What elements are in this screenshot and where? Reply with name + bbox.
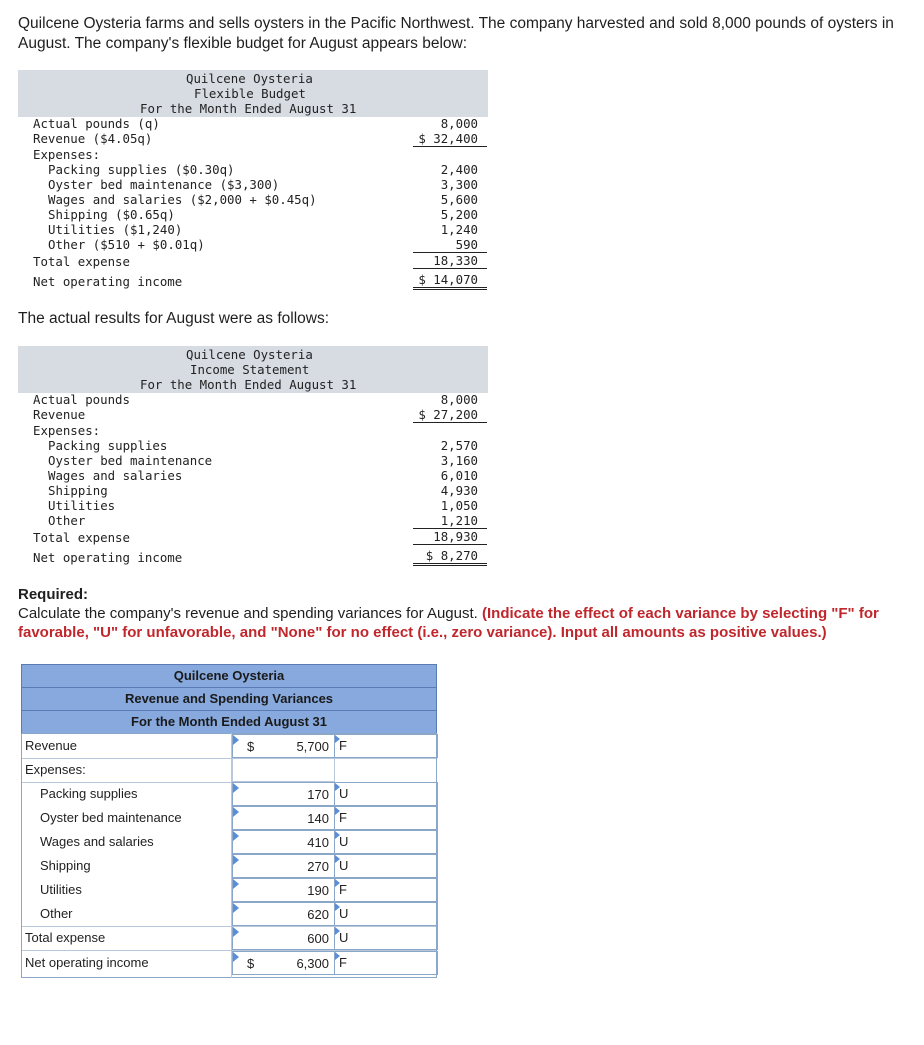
effect-value: F [339,882,347,897]
total-expense-label: Total expense [33,530,130,545]
revenue-effect-select[interactable] [334,734,438,758]
variance-value: 270 [307,859,329,874]
net-operating-income-label: Net operating income [33,274,183,289]
expense-value: 5,200 [440,207,478,222]
revenue-label: Revenue ($4.05q) [33,131,153,146]
required-instruction: (Indicate the effect of each variance by selecting "F" for favorable, "U" for unfavorable, and "None" for no effect (i.e., zero variance). Input all amounts as positive values.) [18,605,879,641]
packing-variance-input[interactable] [232,782,335,806]
actual-results-intro: The actual results for August were as follows: [18,310,330,327]
wages-variance-input[interactable] [232,830,335,854]
total-expense-value: 18,330 [413,253,487,269]
income-statement-period: For the Month Ended August 31 [140,377,357,392]
flexible-budget [18,70,490,292]
expenses-label: Expenses: [33,423,101,438]
effect-value: U [339,786,349,801]
effect-value: U [339,834,349,849]
variance-label: Utilities [40,882,82,897]
other-effect-select[interactable] [334,902,438,926]
net-operating-income-label: Net operating income [33,550,183,565]
variance-table-subtitle: Revenue and Spending Variances [21,688,437,711]
expense-value: 4,930 [440,483,478,498]
effect-value: F [339,738,347,753]
effect-value: U [339,930,349,945]
actual-pounds-label: Actual pounds (q) [33,116,160,131]
variance-table [21,664,437,971]
dollar-sign: $ [247,739,255,754]
variance-label: Wages and salaries [40,834,154,849]
input-marker-icon [233,855,239,865]
intro-text: Quilcene Oysteria farms and sells oysters in the Pacific Northwest. The company harvested and sold 8,000 pounds of oysters in August. The company's flexible budget for August appears below: [18,15,894,52]
expense-label: Oyster bed maintenance [48,453,213,468]
expense-label: Other ($510 + $0.01q) [48,237,205,252]
expense-label: Oyster bed maintenance ($3,300) [48,177,280,192]
input-marker-icon [233,903,239,913]
variance-value: 170 [307,787,329,802]
variance-value: 620 [307,907,329,922]
required-heading: Required: [18,586,89,603]
utilities-variance-input[interactable] [232,878,335,902]
net-operating-income-value: $ 14,070 [413,272,487,290]
variance-row-expenses [21,758,437,782]
expense-value: 3,300 [440,177,478,192]
packing-effect-select[interactable] [334,782,438,806]
expense-value: 1,240 [440,222,478,237]
variance-row [21,782,437,806]
variance-value: 410 [307,835,329,850]
noi-variance-input[interactable] [232,951,335,975]
actual-pounds-value: 8,000 [440,392,478,407]
oyster-bed-variance-input[interactable] [232,806,335,830]
variance-table-period: For the Month Ended August 31 [21,711,437,734]
input-marker-icon [233,783,239,793]
input-marker-icon [233,952,239,962]
required-text [18,604,913,642]
shipping-variance-input[interactable] [232,854,335,878]
variance-row [21,830,437,854]
oyster-bed-effect-select[interactable] [334,806,438,830]
total-expense-variance-input[interactable] [232,926,335,950]
total-expense-value: 18,930 [413,529,487,545]
expenses-blank-cell [232,758,335,782]
expense-label: Utilities ($1,240) [48,222,183,237]
net-operating-income-value: $ 8,270 [413,548,487,566]
income-statement-title: Quilcene Oysteria [186,347,313,362]
variance-value: 190 [307,883,329,898]
expenses-label: Expenses: [25,762,86,777]
input-marker-icon [233,831,239,841]
input-marker-icon [233,927,239,937]
variance-row [21,806,437,830]
variance-value: 140 [307,811,329,826]
expense-value: 2,570 [440,438,478,453]
expense-value: 1,210 [413,513,487,529]
expense-value: 2,400 [440,162,478,177]
expense-value: 590 [413,237,487,253]
required-question: Calculate the company's revenue and spending variances for August. [18,605,478,622]
revenue-variance-input[interactable] [232,734,335,758]
effect-value: U [339,858,349,873]
income-statement [18,346,490,568]
shipping-effect-select[interactable] [334,854,438,878]
effect-value: F [339,955,347,970]
expense-value: 5,600 [440,192,478,207]
utilities-effect-select[interactable] [334,878,438,902]
expense-label: Other [48,513,86,528]
total-expense-label: Total expense [33,254,130,269]
variance-label: Oyster bed maintenance [40,810,182,825]
expense-label: Wages and salaries [48,468,183,483]
expense-label: Wages and salaries ($2,000 + $0.45q) [48,192,317,207]
variance-label: Shipping [40,858,91,873]
effect-value: U [339,906,349,921]
expense-value: 3,160 [440,453,478,468]
flexible-budget-title: Quilcene Oysteria [186,71,313,86]
flexible-budget-period: For the Month Ended August 31 [140,101,357,116]
expense-label: Packing supplies ($0.30q) [48,162,235,177]
expense-value: 1,050 [440,498,478,513]
expense-label: Utilities [48,498,116,513]
variance-row [21,902,437,926]
expenses-label: Expenses: [33,147,101,162]
noi-effect-select[interactable] [334,951,438,975]
expense-value: 6,010 [440,468,478,483]
variance-table-title: Quilcene Oysteria [21,664,437,688]
variance-value: 5,700 [296,739,329,754]
variance-row [21,854,437,878]
revenue-label: Revenue [33,407,86,422]
variance-row-revenue [21,734,437,758]
actual-pounds-value: 8,000 [440,116,478,131]
expense-label: Packing supplies [48,438,168,453]
input-marker-icon [233,879,239,889]
dollar-sign: $ [247,956,255,971]
input-marker-icon [233,735,239,745]
variance-row [21,878,437,902]
effect-value: F [339,810,347,825]
variance-value: 6,300 [296,956,329,971]
actual-pounds-label: Actual pounds [33,392,130,407]
other-variance-input[interactable] [232,902,335,926]
expense-label: Shipping ($0.65q) [48,207,175,222]
wages-effect-select[interactable] [334,830,438,854]
flexible-budget-subtitle: Flexible Budget [194,86,306,101]
expense-label: Shipping [48,483,108,498]
revenue-value: $ 32,400 [413,131,487,147]
variance-row-total [21,926,437,950]
variance-label: Net operating income [25,955,149,970]
variance-row-noi [21,951,437,975]
input-marker-icon [233,807,239,817]
required-section [18,585,913,642]
variance-label: Revenue [25,738,78,753]
total-expense-effect-select[interactable] [334,926,438,950]
income-statement-subtitle: Income Statement [190,362,310,377]
variance-label: Other [40,906,73,921]
variance-label: Total expense [25,930,106,945]
variance-value: 600 [307,931,329,946]
variance-label: Packing supplies [40,786,138,801]
revenue-value: $ 27,200 [413,407,487,423]
